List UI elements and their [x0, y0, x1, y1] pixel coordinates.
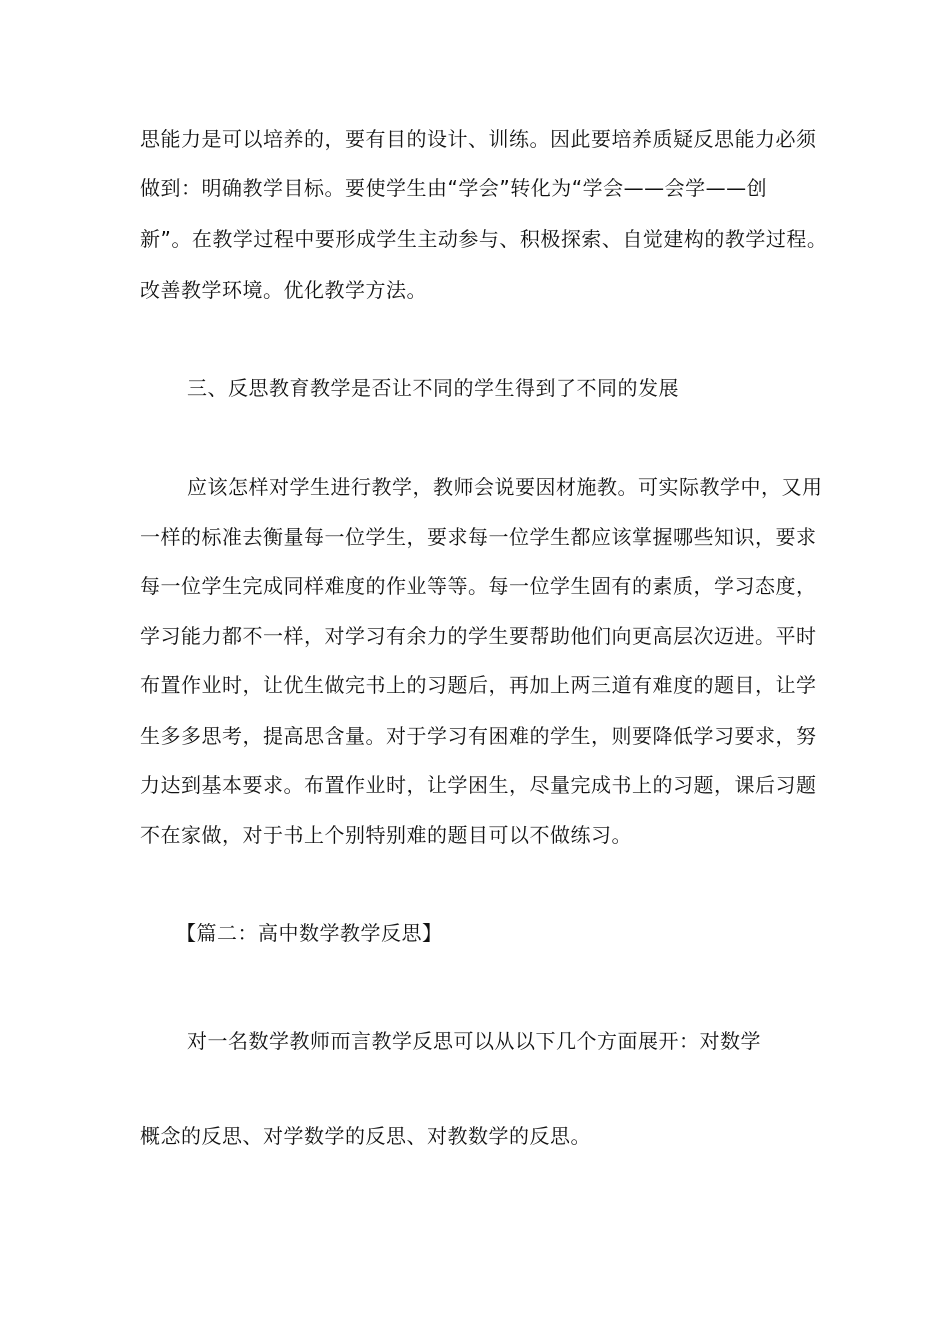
paragraph-line: 布置作业时，让优生做完书上的习题后，再加上两三道有难度的题目，让学: [140, 673, 817, 697]
paragraph-line: 一样的标准去衡量每一位学生，要求每一位学生都应该掌握哪些知识，要求: [140, 525, 817, 549]
paragraph-line: 做到：明确教学目标。要使学生由“学会”转化为“学会——会学——创: [140, 176, 768, 200]
paragraph-line: 对一名数学教师而言教学反思可以从以下几个方面展开：对数学: [187, 1029, 761, 1053]
paragraph-line: 新”。在教学过程中要形成学生主动参与、积极探索、自觉建构的教学过程。: [140, 227, 828, 251]
paragraph-line: 每一位学生完成同样难度的作业等等。每一位学生固有的素质，学习态度，: [140, 574, 817, 598]
paragraph-line: 生多多思考，提高思含量。对于学习有困难的学生，则要降低学习要求，努: [140, 724, 817, 748]
paragraph-line: 不在家做，对于书上个别特别难的题目可以不做练习。: [140, 823, 632, 847]
section-title: 【篇二：高中数学教学反思】: [176, 921, 443, 945]
paragraph-line: 应该怎样对学生进行教学，教师会说要因材施教。可实际教学中，又用: [187, 475, 823, 499]
paragraph-line: 思能力是可以培养的，要有目的设计、训练。因此要培养质疑反思能力必须: [140, 127, 817, 151]
paragraph-line: 概念的反思、对学数学的反思、对教数学的反思。: [140, 1124, 591, 1148]
section-heading: 三、反思教育教学是否让不同的学生得到了不同的发展: [187, 376, 679, 400]
paragraph-line: 力达到基本要求。布置作业时，让学困生，尽量完成书上的习题，课后习题: [140, 773, 817, 797]
paragraph-line: 改善教学环境。优化教学方法。: [140, 278, 427, 302]
paragraph-line: 学习能力都不一样，对学习有余力的学生要帮助他们向更高层次迈进。平时: [140, 624, 817, 648]
